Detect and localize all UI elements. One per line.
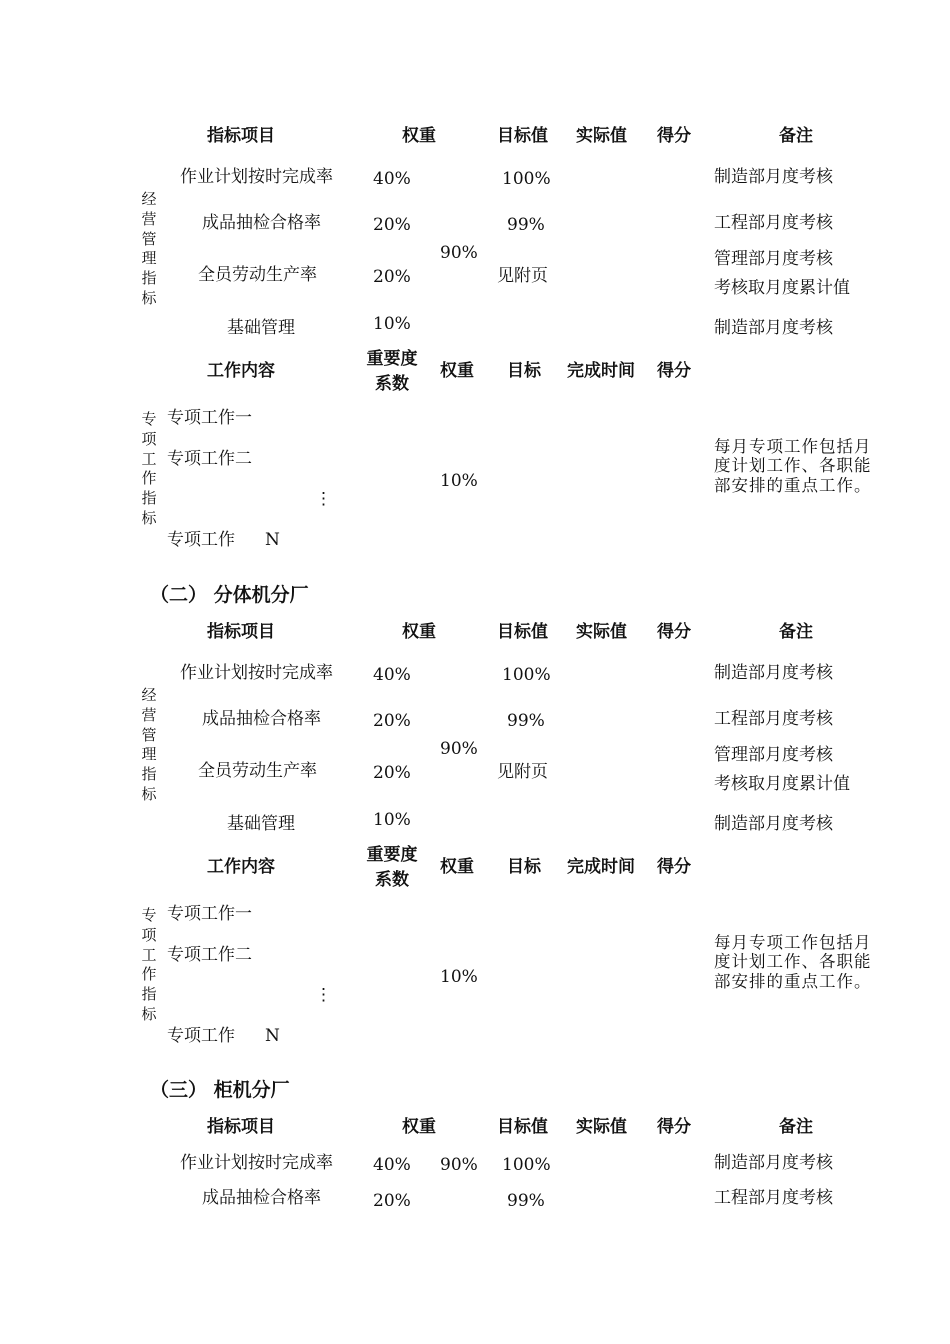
- work-item: 专项工作: [167, 1026, 235, 1046]
- header-coefficient: 系数: [375, 374, 409, 394]
- label-char: 指: [141, 765, 157, 784]
- label-char: 工: [141, 945, 157, 964]
- group-weight: 90%: [440, 739, 478, 759]
- row-item: 基础管理: [227, 318, 295, 338]
- special-weight: 10%: [440, 967, 478, 987]
- section-title: （二） 分体机分厂: [150, 584, 309, 606]
- section-label-operations: [139, 686, 159, 805]
- header-importance: 重要度: [366, 349, 418, 369]
- work-item: 专项工作二: [167, 449, 252, 469]
- header-remark: 备注: [779, 622, 813, 642]
- header-target: 目标值: [497, 1117, 548, 1137]
- row-note: 制造部月度考核: [714, 1153, 833, 1173]
- header-importance: 重要度: [366, 845, 418, 865]
- header-work-content: 工作内容: [207, 361, 275, 381]
- row-note: 制造部月度考核: [714, 814, 833, 834]
- header-weight: 权重: [440, 857, 474, 877]
- header-weight: 权重: [440, 361, 474, 381]
- work-item: 专项工作二: [167, 945, 252, 965]
- row-weight: 20%: [373, 711, 411, 731]
- row-item: 全员劳动生产率: [198, 761, 317, 781]
- work-item: 专项工作: [167, 530, 235, 550]
- ellipsis: ⋮: [315, 489, 332, 509]
- header-indicator: 指标项目: [207, 622, 275, 642]
- row-target: 见附页: [497, 762, 548, 782]
- work-item: 专项工作一: [167, 904, 252, 924]
- section-label-special: [139, 410, 159, 529]
- header-score: 得分: [657, 857, 691, 877]
- header-score: 得分: [657, 361, 691, 381]
- label-char: 专: [141, 906, 157, 924]
- label-char: 营: [141, 705, 157, 724]
- row-item: 作业计划按时完成率: [180, 167, 333, 187]
- label-char: 工: [141, 449, 157, 468]
- row-note: 管理部月度考核: [714, 249, 833, 269]
- label-char: 经: [141, 190, 157, 208]
- row-target: 99%: [507, 711, 545, 731]
- label-char: 指: [141, 985, 157, 1004]
- header-weight: 权重: [402, 126, 436, 146]
- header-target: 目标值: [497, 126, 548, 146]
- row-weight: 20%: [373, 1191, 411, 1211]
- row-weight: 20%: [373, 763, 411, 783]
- header-finish-time: 完成时间: [567, 857, 635, 877]
- row-note: 制造部月度考核: [714, 167, 833, 187]
- row-target: 见附页: [497, 266, 548, 286]
- header-remark: 备注: [779, 1117, 813, 1137]
- label-char: 标: [141, 1004, 157, 1023]
- section-label-operations: [139, 190, 159, 309]
- special-note: 每月专项工作包括月度计划工作、各职能部安排的重点工作。: [714, 437, 872, 495]
- row-target: 100%: [502, 169, 551, 189]
- special-note: 每月专项工作包括月度计划工作、各职能部安排的重点工作。: [714, 933, 872, 991]
- ellipsis: ⋮: [315, 985, 332, 1005]
- header-goal: 目标: [507, 857, 541, 877]
- label-char: 标: [141, 288, 157, 307]
- header-score: 得分: [657, 1117, 691, 1137]
- row-weight: 20%: [373, 267, 411, 287]
- header-actual: 实际值: [576, 1117, 627, 1137]
- row-weight: 40%: [373, 665, 411, 685]
- work-item: 专项工作一: [167, 408, 252, 428]
- row-note: 工程部月度考核: [714, 213, 833, 233]
- label-char: 营: [141, 209, 157, 228]
- row-target: 99%: [507, 1191, 545, 1211]
- label-char: 标: [141, 784, 157, 803]
- header-coefficient: 系数: [375, 870, 409, 890]
- row-weight: 40%: [373, 169, 411, 189]
- row-weight: 20%: [373, 215, 411, 235]
- header-actual: 实际值: [576, 126, 627, 146]
- header-remark: 备注: [779, 126, 813, 146]
- header-target: 目标值: [497, 622, 548, 642]
- header-score: 得分: [657, 126, 691, 146]
- row-note: 制造部月度考核: [714, 663, 833, 683]
- header-score: 得分: [657, 622, 691, 642]
- header-finish-time: 完成时间: [567, 361, 635, 381]
- row-note: 管理部月度考核: [714, 745, 833, 765]
- label-char: 作: [141, 965, 157, 984]
- label-char: 理: [141, 745, 157, 764]
- section-label-special: [139, 906, 159, 1025]
- label-char: 经: [141, 686, 157, 704]
- row-weight: 10%: [373, 810, 411, 830]
- label-char: 专: [141, 410, 157, 428]
- row-note: 工程部月度考核: [714, 1188, 833, 1208]
- header-weight: 权重: [402, 622, 436, 642]
- row-target: 99%: [507, 215, 545, 235]
- row-item: 成品抽检合格率: [202, 1188, 321, 1208]
- header-actual: 实际值: [576, 622, 627, 642]
- special-weight: 10%: [440, 471, 478, 491]
- label-char: 项: [141, 429, 157, 448]
- header-indicator: 指标项目: [207, 126, 275, 146]
- row-item: 全员劳动生产率: [198, 265, 317, 285]
- label-char: 管: [141, 725, 157, 744]
- row-note-2: 考核取月度累计值: [714, 774, 850, 794]
- label-char: 指: [141, 489, 157, 508]
- header-weight: 权重: [402, 1117, 436, 1137]
- row-item: 作业计划按时完成率: [180, 663, 333, 683]
- row-note: 工程部月度考核: [714, 709, 833, 729]
- row-weight: 40%: [373, 1155, 411, 1175]
- header-goal: 目标: [507, 361, 541, 381]
- row-item: 基础管理: [227, 814, 295, 834]
- row-target: 100%: [502, 1155, 551, 1175]
- group-weight: 90%: [440, 243, 478, 263]
- row-weight: 10%: [373, 314, 411, 334]
- row-item: 作业计划按时完成率: [180, 1153, 333, 1173]
- label-char: 指: [141, 269, 157, 288]
- header-indicator: 指标项目: [207, 1117, 275, 1137]
- row-note-2: 考核取月度累计值: [714, 278, 850, 298]
- label-char: 理: [141, 249, 157, 268]
- work-item-n: N: [265, 530, 280, 550]
- row-note: 制造部月度考核: [714, 318, 833, 338]
- label-char: 管: [141, 229, 157, 248]
- header-work-content: 工作内容: [207, 857, 275, 877]
- work-item-n: N: [265, 1026, 280, 1046]
- row-item: 成品抽检合格率: [202, 213, 321, 233]
- label-char: 标: [141, 508, 157, 527]
- section-title: （三） 柜机分厂: [150, 1079, 290, 1101]
- group-weight: 90%: [440, 1155, 478, 1175]
- label-char: 作: [141, 469, 157, 488]
- label-char: 项: [141, 925, 157, 944]
- row-item: 成品抽检合格率: [202, 709, 321, 729]
- row-target: 100%: [502, 665, 551, 685]
